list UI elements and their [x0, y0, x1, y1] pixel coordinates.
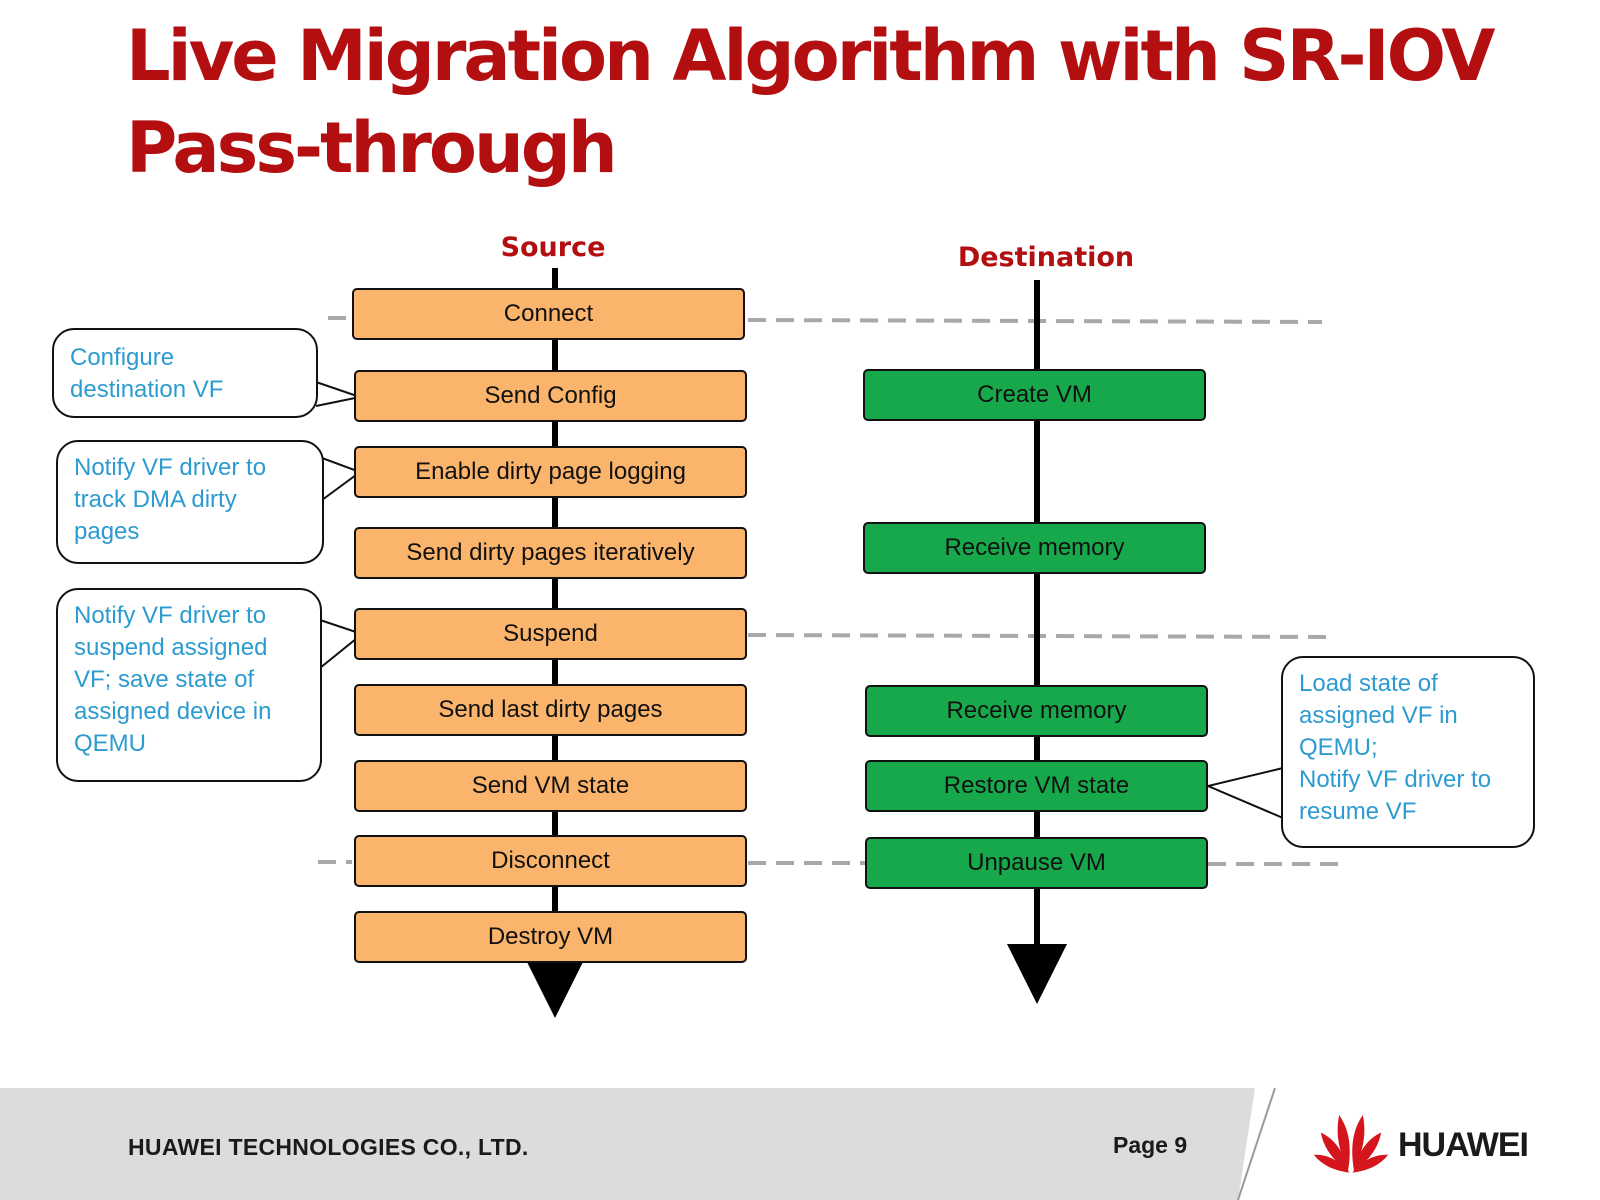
- note-suspend-assigned-vf: Notify VF driver to suspend assigned VF; save state of assigned device in QEMU: [56, 588, 322, 782]
- source-step-send-vm-state: Send VM state: [354, 760, 747, 812]
- source-column-heading: Source: [500, 232, 606, 263]
- destination-step-unpause-vm: Unpause VM: [865, 837, 1208, 889]
- note-load-state-resume-vf: Load state of assigned VF in QEMU; Notify VF driver to resume VF: [1281, 656, 1535, 848]
- source-step-send-dirty-pages: Send dirty pages iteratively: [354, 527, 747, 579]
- source-step-send-config: Send Config: [354, 370, 747, 422]
- destination-step-restore-vm-state: Restore VM state: [865, 760, 1208, 812]
- slide-title-line-1: Live Migration Algorithm with SR-IOV: [126, 15, 1493, 97]
- source-step-destroy-vm: Destroy VM: [354, 911, 747, 963]
- brand-name: HUAWEI: [1398, 1126, 1528, 1164]
- note-track-dma-dirty-pages: Notify VF driver to track DMA dirty pages: [56, 440, 324, 564]
- note-configure-destination-vf: Configure destination VF: [52, 328, 318, 418]
- source-step-connect: Connect: [352, 288, 745, 340]
- destination-step-receive-memory: Receive memory: [863, 522, 1206, 574]
- source-step-enable-dirty-logging: Enable dirty page logging: [354, 446, 747, 498]
- destination-step-receive-memory-final: Receive memory: [865, 685, 1208, 737]
- source-step-send-last-dirty-pages: Send last dirty pages: [354, 684, 747, 736]
- slide-title-line-2: Pass-through: [126, 107, 615, 189]
- source-step-disconnect: Disconnect: [354, 835, 747, 887]
- source-step-suspend: Suspend: [354, 608, 747, 660]
- note-pointer-restore: [1208, 768, 1283, 818]
- company-name: HUAWEI TECHNOLOGIES CO., LTD.: [128, 1134, 529, 1160]
- huawei-logo-icon: [1311, 1112, 1391, 1176]
- destination-step-create-vm: Create VM: [863, 369, 1206, 421]
- page-number: Page 9: [1113, 1132, 1188, 1158]
- destination-column-heading: Destination: [957, 242, 1135, 273]
